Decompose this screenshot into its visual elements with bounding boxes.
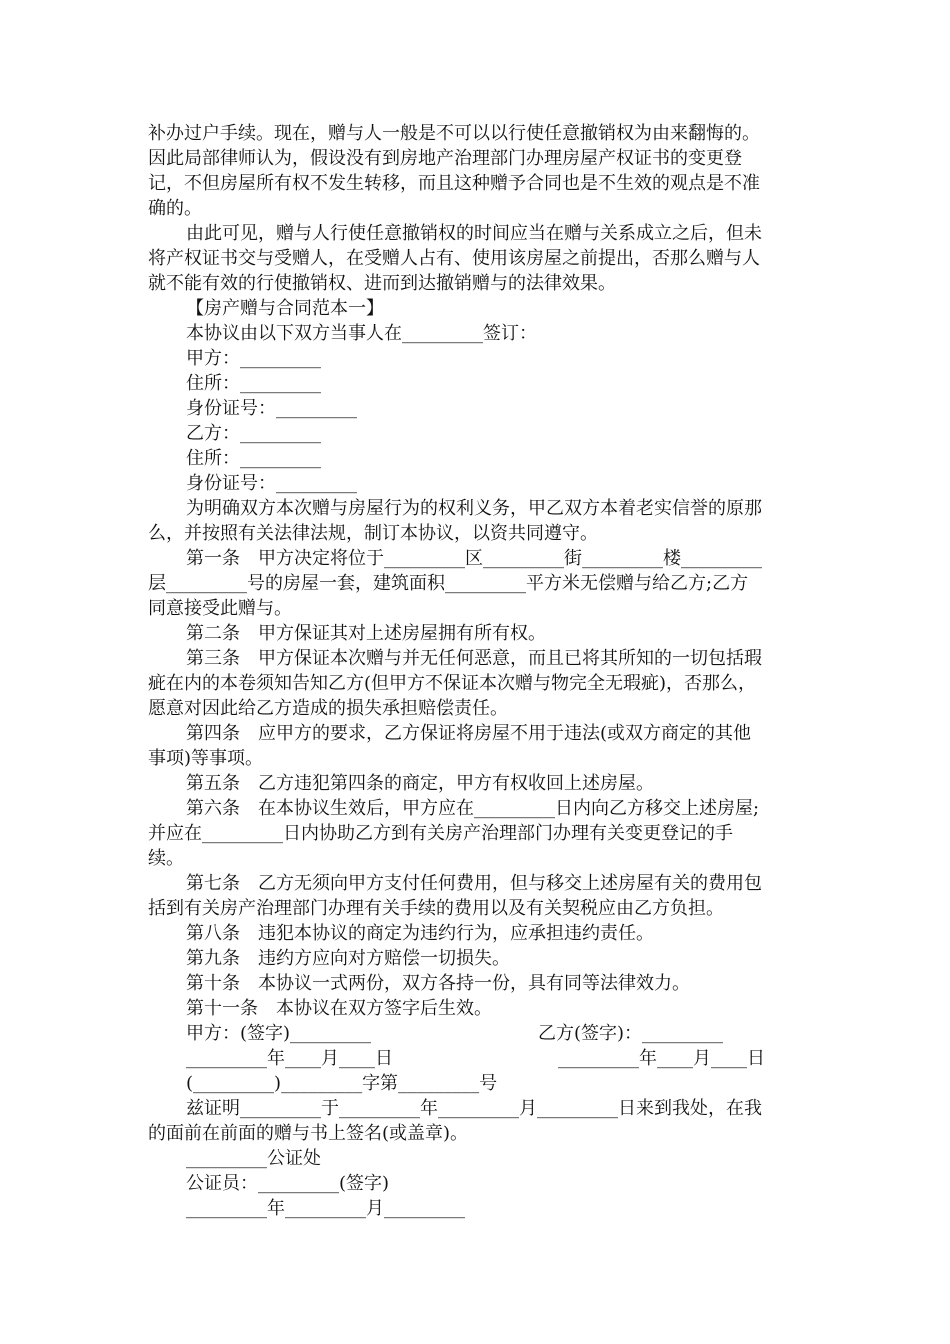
article-3-line: 第三条 甲方保证本次赠与并无任何恶意，而且已将其所知的一切包括瑕 [186,648,762,669]
paren-open: ( [186,1073,194,1094]
intro-text: 本协议由以下双方当事人在 [186,323,402,344]
blank: ____ [657,1048,693,1069]
cert-text: 于 [321,1098,339,1119]
party-b-id-blank: _________ [276,473,357,494]
paragraph-line: 由此可见，赠与人行使任意撤销权的时间应当在赠与关系成立之后，但未 [186,223,762,244]
party-b-signature-blank: _________ [642,1023,724,1044]
article-6-line [148,821,803,846]
article-4-line: 事项)等事项。 [148,748,264,769]
day-label: 日 [747,1048,765,1069]
article-3-line: 疵在内的本卷须知告知乙方(但甲方不保证本次赠与物完全无瑕疵)，否那么， [148,673,757,694]
document-body [148,121,803,1221]
intro-text: 签订： [483,323,537,344]
blank: _________ [681,548,762,569]
party-b-id-line [148,471,803,496]
article-1-line [148,571,803,596]
party-a-address-blank: _________ [240,373,321,394]
blank: _________ [285,1198,366,1219]
article-text: 号的房屋一套，建筑面积 [247,573,445,594]
party-b-address-line [148,446,803,471]
blank: _________ [438,1098,519,1119]
id-label: 身份证号： [186,473,276,494]
signature-date-line [148,1046,803,1071]
blank: _________ [186,1148,267,1169]
article-7-line: 第七条 乙方无须向甲方支付任何费用，但与移交上述房屋有关的费用包 [186,873,762,894]
paren-close: ) [274,1073,282,1094]
section-title: 【房产赠与合同范本一】 [186,298,384,319]
notary-signature-line [148,1171,803,1196]
id-label: 身份证号： [186,398,276,419]
paragraph-line: 为明确双方本次赠与房屋行为的权利义务，甲乙双方本着老实信誉的原那 [186,498,762,519]
cert-text: 日来到我处，在我 [618,1098,762,1119]
article-1-line [148,546,803,571]
paragraph-line: 补办过户手续。现在，赠与人一般是不可以以行使任意撤销权为由来翻悔的。 [148,123,760,144]
cert-text: 年 [420,1098,438,1119]
blank: _________ [240,1098,321,1119]
address-label: 住所： [186,448,240,469]
party-a-name-blank: _________ [240,348,321,369]
reference-text: 号 [479,1073,498,1094]
blank: _________ [384,1198,465,1219]
article-text: 楼 [663,548,681,569]
year-label: 年 [639,1048,657,1069]
party-b-date [558,1046,765,1071]
blank: _________ [474,798,555,819]
article-text: 并应在 [148,823,202,844]
article-5: 第五条 乙方违犯第四条的商定，甲方有权收回上述房屋。 [186,773,654,794]
blank: _________ [202,823,283,844]
blank: ____ [339,1048,375,1069]
cert-text: 兹证明 [186,1098,240,1119]
blank: _________ [558,1048,639,1069]
article-text: 街 [564,548,582,569]
blank: _________ [186,1198,267,1219]
blank: _________ [384,548,465,569]
notary-date-line [148,1196,803,1221]
party-b-name-line [148,421,803,446]
article-6-line: 续。 [148,848,184,869]
certification-line: 的面前在前面的赠与书上签名(或盖章)。 [148,1123,469,1144]
article-text: 平方米无偿赠与给乙方;乙方 [526,573,749,594]
party-a-signature-blank: _________ [290,1023,372,1044]
blank: _________ [445,573,526,594]
blank: _________ [186,1048,267,1069]
blank: _________ [281,1073,363,1094]
reference-text: 字第 [362,1073,399,1094]
article-text: 日内向乙方移交上述房屋; [555,798,760,819]
article-text: 第一条 甲方决定将位于 [186,548,384,569]
certification-line [148,1096,803,1121]
party-a-label: 甲方： [186,348,240,369]
article-1-line: 同意接受此赠与。 [148,598,292,619]
paragraph-line: 因此局部律师认为，假设没有到房地产治理部门办理房屋产权证书的变更登 [148,148,742,169]
party-a-address-line [148,371,803,396]
article-4-line: 第四条 应甲方的要求，乙方保证将房屋不用于违法(或双方商定的其他 [186,723,752,744]
blank: _________ [166,573,247,594]
month-label: 月 [693,1048,711,1069]
address-label: 住所： [186,373,240,394]
article-text: 区 [465,548,483,569]
year-label: 年 [267,1198,285,1219]
article-3-line: 愿意对因此给乙方造成的损失承担赔偿责任。 [148,698,508,719]
party-b-signature-label: 乙方(签字)： [538,1023,643,1044]
blank: _________ [258,1173,339,1194]
place-blank: _________ [402,323,483,344]
article-9: 第九条 违约方应向对方赔偿一切损失。 [186,948,510,969]
party-a-name-line [148,346,803,371]
notary-reference-line [148,1071,803,1096]
party-a-id-line [148,396,803,421]
month-label: 月 [366,1198,384,1219]
article-8: 第八条 违犯本协议的商定为违约行为，应承担违约责任。 [186,923,654,944]
paragraph-line: 就不能有效的行使撤销权、进而到达撤销赠与的法律效果。 [148,273,616,294]
blank: _________ [483,548,564,569]
intro-line [148,321,803,346]
notary-sign-label: (签字) [339,1173,390,1194]
day-label: 日 [375,1048,393,1069]
party-a-signature-label: 甲方：(签字) [186,1023,291,1044]
party-b-address-blank: _________ [240,448,321,469]
paragraph-line: 么，并按照有关法律法规，制订本协议，以资共同遵守。 [148,523,598,544]
notary-label: 公证员： [186,1173,258,1194]
blank: _________ [339,1098,420,1119]
article-6-line [148,796,803,821]
year-label: 年 [267,1048,285,1069]
paragraph-line: 记，不但房屋所有权不发生转移，而且这种赠予合同也是不生效的观点是不准 [148,173,760,194]
blank: _________ [398,1073,480,1094]
cert-text: 月 [519,1098,537,1119]
party-b-signature [538,1021,723,1046]
party-b-name-blank: _________ [240,423,321,444]
party-b-label: 乙方： [186,423,240,444]
blank: _________ [582,548,663,569]
paragraph-line: 确的。 [148,198,202,219]
blank: ____ [285,1048,321,1069]
blank: _________ [193,1073,275,1094]
signature-line [148,1021,803,1046]
article-text: 层 [148,573,166,594]
article-11: 第十一条 本协议在双方签字后生效。 [186,998,492,1019]
article-text: 日内协助乙方到有关房产治理部门办理有关变更登记的手 [283,823,733,844]
paragraph-line: 将产权证书交与受赠人，在受赠人占有、使用该房屋之前提出，否那么赠与人 [148,248,760,269]
article-10: 第十条 本协议一式两份，双方各持一份，具有同等法律效力。 [186,973,690,994]
month-label: 月 [321,1048,339,1069]
party-a-id-blank: _________ [276,398,357,419]
blank: _________ [537,1098,618,1119]
article-2: 第二条 甲方保证其对上述房屋拥有所有权。 [186,623,546,644]
notary-office-line [148,1146,803,1171]
article-7-line: 括到有关房产治理部门办理有关手续的费用以及有关契税应由乙方负担。 [148,898,724,919]
article-text: 第六条 在本协议生效后，甲方应在 [186,798,474,819]
notary-office-label: 公证处 [267,1148,321,1169]
blank: ____ [711,1048,747,1069]
